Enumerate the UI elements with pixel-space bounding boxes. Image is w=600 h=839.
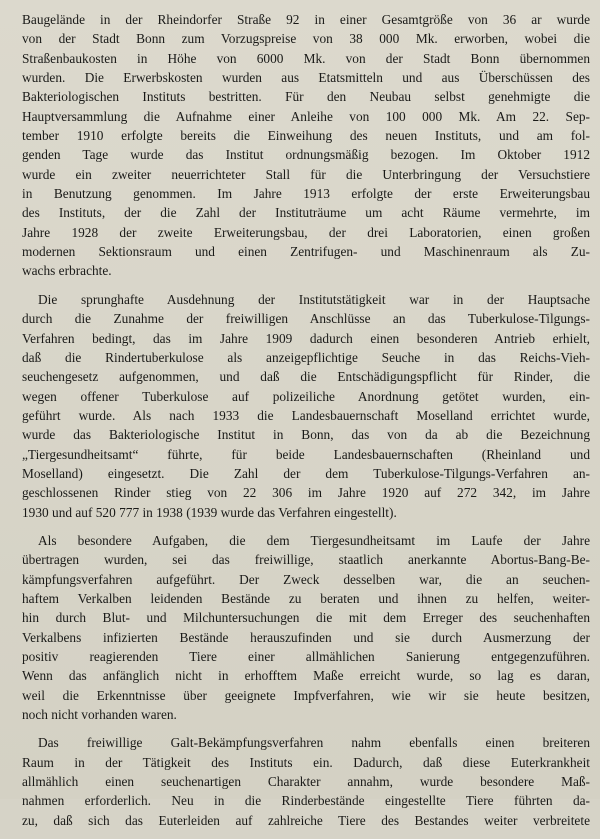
text-line: „Tiergesundheitsamt“ führte, für beide Landesbauernschaften (Rheinland und [22, 446, 590, 462]
text-line: noch nicht vorhanden waren. [22, 707, 177, 723]
text-line: Wenn das anfänglich nicht in erhofftem Maße erreicht wurde, so lag es daran, [22, 668, 590, 684]
text-line: haftem Verkalben leidenden Bestände zu beraten und ihnen zu helfen, weiter- [22, 590, 590, 606]
text-line: nahmen erforderlich. Neu in die Rinderbestände eingestellte Tiere führten da- [22, 793, 590, 809]
text-line: seuchengesetz aufgenommen, und daß die Entschädigungspflicht für Rinder, die [22, 369, 590, 385]
text-line: weil die Erkenntnisse über geeignete Impfverfahren, wie wir sie heute besitzen, [22, 687, 590, 703]
text-line: hin durch Blut- und Milchuntersuchungen die mit dem Erreger des seuchenhaften [22, 610, 590, 626]
text-line: Das freiwillige Galt-Bekämpfungsverfahren nahm ebenfalls einen breiteren [38, 735, 590, 751]
text-line: Die sprunghafte Ausdehnung der Institutstätigkeit war in der Hauptsache [38, 291, 590, 307]
text-line: Baugelände in der Rheindorfer Straße 92 in einer Gesamtgröße von 36 ar wurde [22, 12, 590, 27]
text-line: von der Stadt Bonn zum Vorzugspreise von 38 000 Mk. erworben, wobei die [22, 31, 590, 47]
text-line: positiv reagierenden Tiere einer allmählichen Sanierung entgegenzuführen. [22, 649, 590, 664]
text-line: Straßenbaukosten in Höhe von 6000 Mk. von der Stadt Bonn übernommen [22, 50, 590, 66]
text-line: Als besondere Aufgaben, die dem Tiergesundheitsamt im Laufe der Jahre [38, 532, 590, 548]
text-line: Raum in der Tätigkeit des Instituts ein. Dadurch, daß diese Euterkrankheit [22, 754, 590, 770]
text-line: geführt wurde. Als nach 1933 die Landesbauernschaft Moselland errichtet wurde, [22, 407, 590, 423]
paragraph [22, 290, 590, 522]
text-line: Moselland) eingesetzt. Die Zahl der dem Tuberkulose-Tilgungs-Verfahren an- [22, 465, 590, 481]
paragraph [22, 733, 590, 830]
text-line: geschlossenen Rinder stieg von 22 306 im Jahre 1920 auf 272 342, im Jahre [22, 485, 590, 501]
text-line: durch die Zunahme der freiwilligen Anschlüsse an das Tuberkulose-Tilgungs- [22, 311, 590, 327]
text-line: wegen offener Tuberkulose auf polizeiliche Anordnung getötet wurden, ein- [22, 388, 590, 404]
text-line: allmählich einen seuchenartigen Charakter annahm, wurde besondere Maß- [22, 774, 590, 790]
text-line: in Benutzung genommen. Im Jahre 1913 erfolgte der erste Erweiterungsbau [22, 186, 590, 202]
text-line: Jahre 1928 der zweite Erweiterungsbau, der drei Laboratorien, einen großen [22, 224, 590, 240]
text-line: des Instituts, der die Zahl der Instituträume um acht Räume vermehrte, im [22, 205, 590, 221]
text-line: wurden. Die Erwerbskosten wurden aus Etatsmitteln und aus Überschüssen des [22, 70, 590, 86]
paragraph [22, 531, 590, 724]
text-line: wachs erbrachte. [22, 263, 112, 279]
text-line: daß die Rindertuberkulose als anzeigepflichtige Seuche in das Reichs-Vieh- [22, 349, 590, 365]
text-line: wurde das Bakteriologische Institut in Bonn, das von da ab die Bezeichnung [22, 427, 590, 443]
text-line: genden Tage wurde das Institut ordnungsmäßig bezogen. Im Oktober 1912 [22, 147, 590, 163]
text-line: modernen Sektionsraum und einen Zentrifugen- und Maschinenraum als Zu- [22, 244, 590, 260]
text-line: kämpfungsverfahren aufgeführt. Der Zweck desselben war, die an seuchen- [22, 571, 590, 587]
text-line: Verkalbens infizierten Bestände herauszufinden und sie durch Ausmerzung der [22, 629, 590, 645]
paragraph [22, 10, 590, 281]
text-line: zu, daß sich das Euterleiden auf zahlreiche Tiere des Bestandes weiter verbreitete [22, 812, 590, 828]
text-line: übertragen wurden, sei das freiwillige, staatlich anerkannte Abortus-Bang-Be- [22, 552, 590, 568]
text-line: Verfahren bedingt, das im Jahre 1909 dadurch einen besonderen Antrieb erhielt, [22, 330, 590, 346]
text-line: wurde ein zweiter neuerrichteter Stall für die Unterbringung der Versuchstiere [22, 166, 590, 182]
text-line: 1930 und auf 520 777 in 1938 (1939 wurde das Verfahren eingestellt). [22, 504, 397, 520]
text-line: tember 1910 erfolgte bereits die Einweihung des neuen Instituts, und am fol- [22, 128, 590, 144]
body-text [22, 10, 590, 839]
text-line: Hauptversammlung die Aufnahme einer Anleihe von 100 000 Mk. Am 22. Sep- [22, 108, 590, 124]
text-line: Bakteriologischen Instituts bestritten. Für den Neubau selbst genehmigte die [22, 89, 590, 105]
